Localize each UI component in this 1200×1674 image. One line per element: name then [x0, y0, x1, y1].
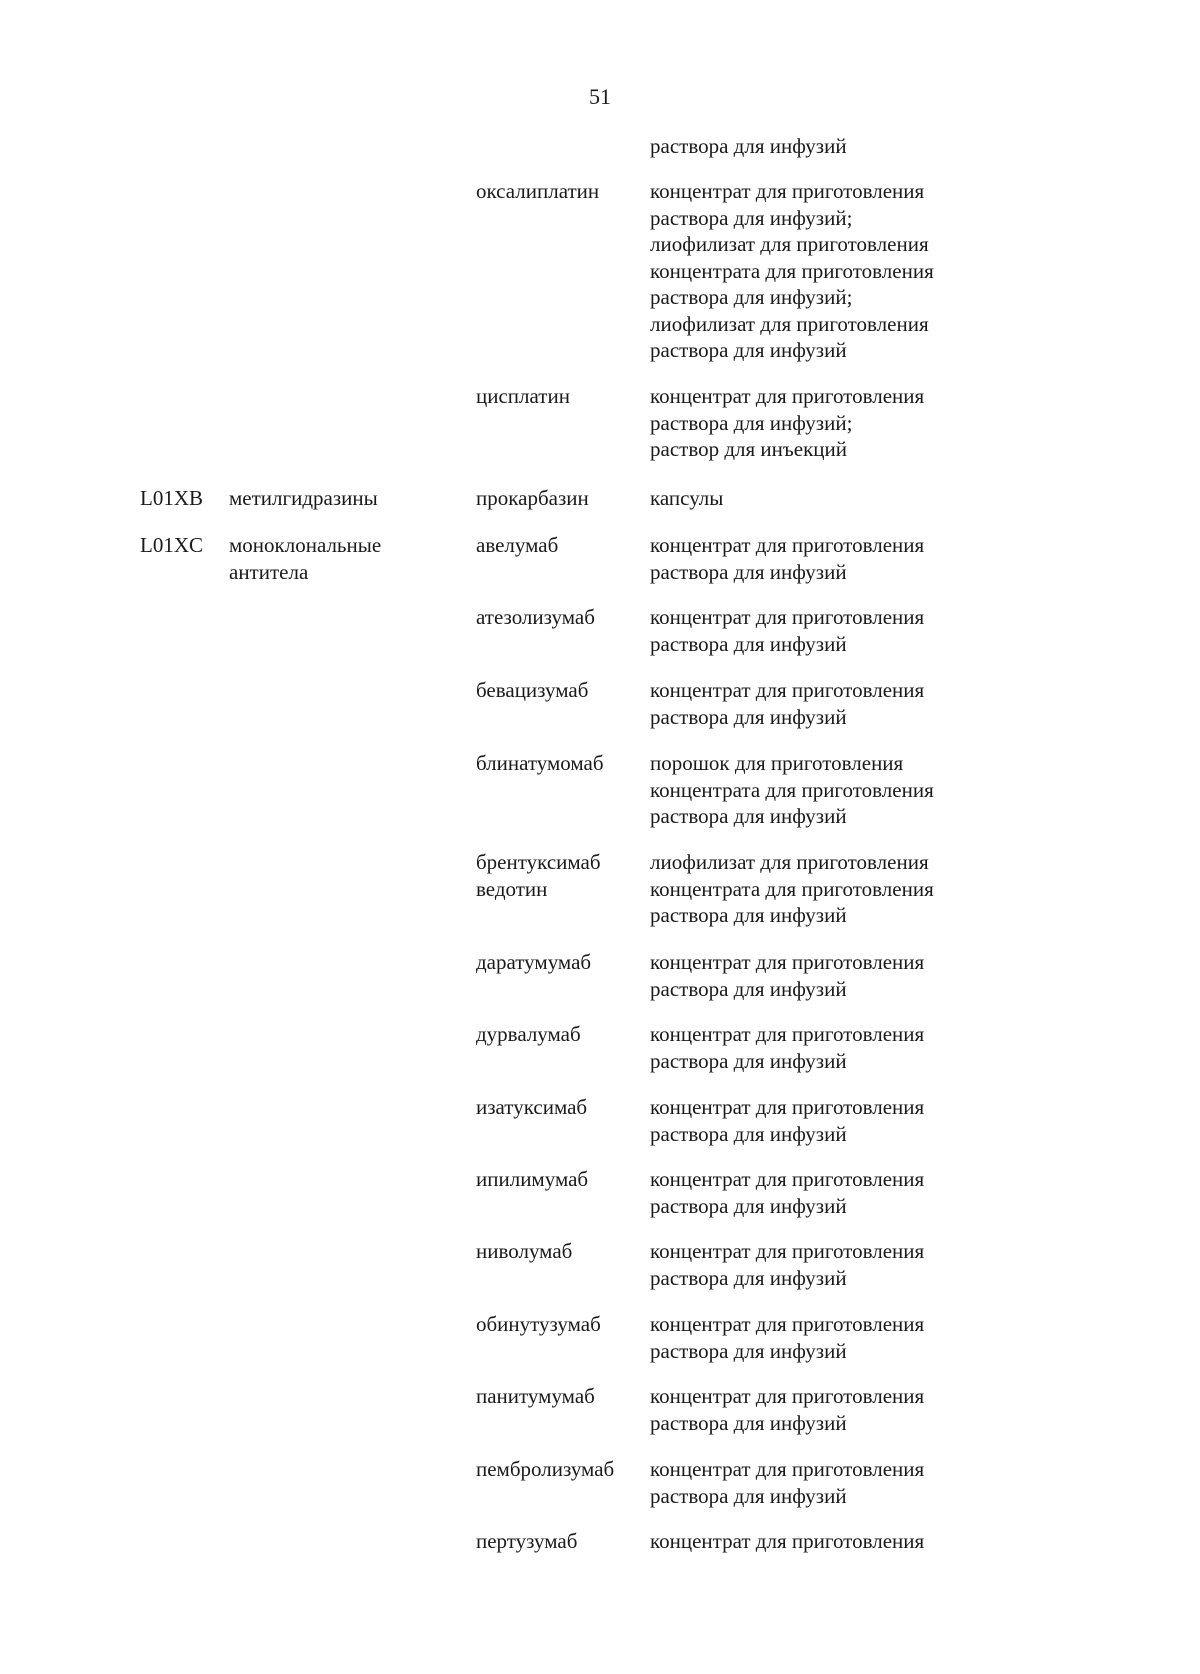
dosage-form: концентрат для приготовления раствора для инфузий [650, 533, 925, 584]
drug-name: цисплатин [476, 384, 570, 408]
dosage-form: концентрат для приготовления раствора для инфузий [650, 1384, 925, 1435]
page-number: 51 [589, 84, 611, 109]
dosage-form: концентрат для приготовления раствора для инфузий [650, 605, 925, 656]
dosage-form: концентрат для приготовления раствора для инфузий [650, 678, 925, 729]
dosage-form: лиофилизат для приготовления концентрата для приготовления раствора для инфузий [650, 850, 934, 927]
dosage-form: концентрат для приготовления раствора для инфузий [650, 1022, 925, 1073]
drug-name: панитумумаб [476, 1384, 595, 1408]
pharmacological-group: моноклональные антитела [229, 533, 382, 584]
drug-name: изатуксимаб [476, 1095, 588, 1119]
dosage-form: концентрат для приготовления раствора для инфузий [650, 1095, 925, 1146]
drug-name: ниволумаб [476, 1239, 573, 1263]
atc-code: L01XC [140, 533, 203, 557]
drug-name: блинатумомаб [476, 751, 604, 775]
drug-name: брентуксимаб ведотин [476, 850, 601, 901]
dosage-form: концентрат для приготовления раствора для инфузий [650, 950, 925, 1001]
dosage-form: концентрат для приготовления раствора для инфузий [650, 1457, 925, 1508]
drug-name: авелумаб [476, 533, 559, 557]
drug-name: пембролизумаб [476, 1457, 615, 1481]
dosage-form: концентрат для приготовления раствора для инфузий [650, 1312, 925, 1363]
drug-name: пертузумаб [476, 1529, 578, 1553]
drug-name: дурвалумаб [476, 1022, 581, 1046]
dosage-form: концентрат для приготовления раствора для инфузий; раствор для инъекций [650, 384, 925, 461]
dosage-form: концентрат для приготовления раствора для инфузий; лиофилизат для приготовления концентрата для приготовления раствора для инфузий; лиофилизат для приготовления раствора для инфузий [650, 179, 934, 362]
drug-name: бевацизумаб [476, 678, 589, 702]
dosage-form: порошок для приготовления концентрата для приготовления раствора для инфузий [650, 751, 934, 828]
dosage-form: раствора для инфузий [650, 134, 847, 158]
drug-name: ипилимумаб [476, 1167, 589, 1191]
drug-name: прокарбазин [476, 486, 589, 510]
drug-name: обинутузумаб [476, 1312, 601, 1336]
drug-name: оксалиплатин [476, 179, 600, 203]
dosage-form: концентрат для приготовления раствора для инфузий [650, 1167, 925, 1218]
pharmacological-group: метилгидразины [229, 486, 378, 510]
drug-name: атезолизумаб [476, 605, 595, 629]
dosage-form: концентрат для приготовления раствора для инфузий [650, 1239, 925, 1290]
atc-code: L01XB [140, 486, 203, 510]
drug-name: даратумумаб [476, 950, 592, 974]
dosage-form: концентрат для приготовления [650, 1529, 925, 1553]
dosage-form: капсулы [650, 486, 724, 510]
